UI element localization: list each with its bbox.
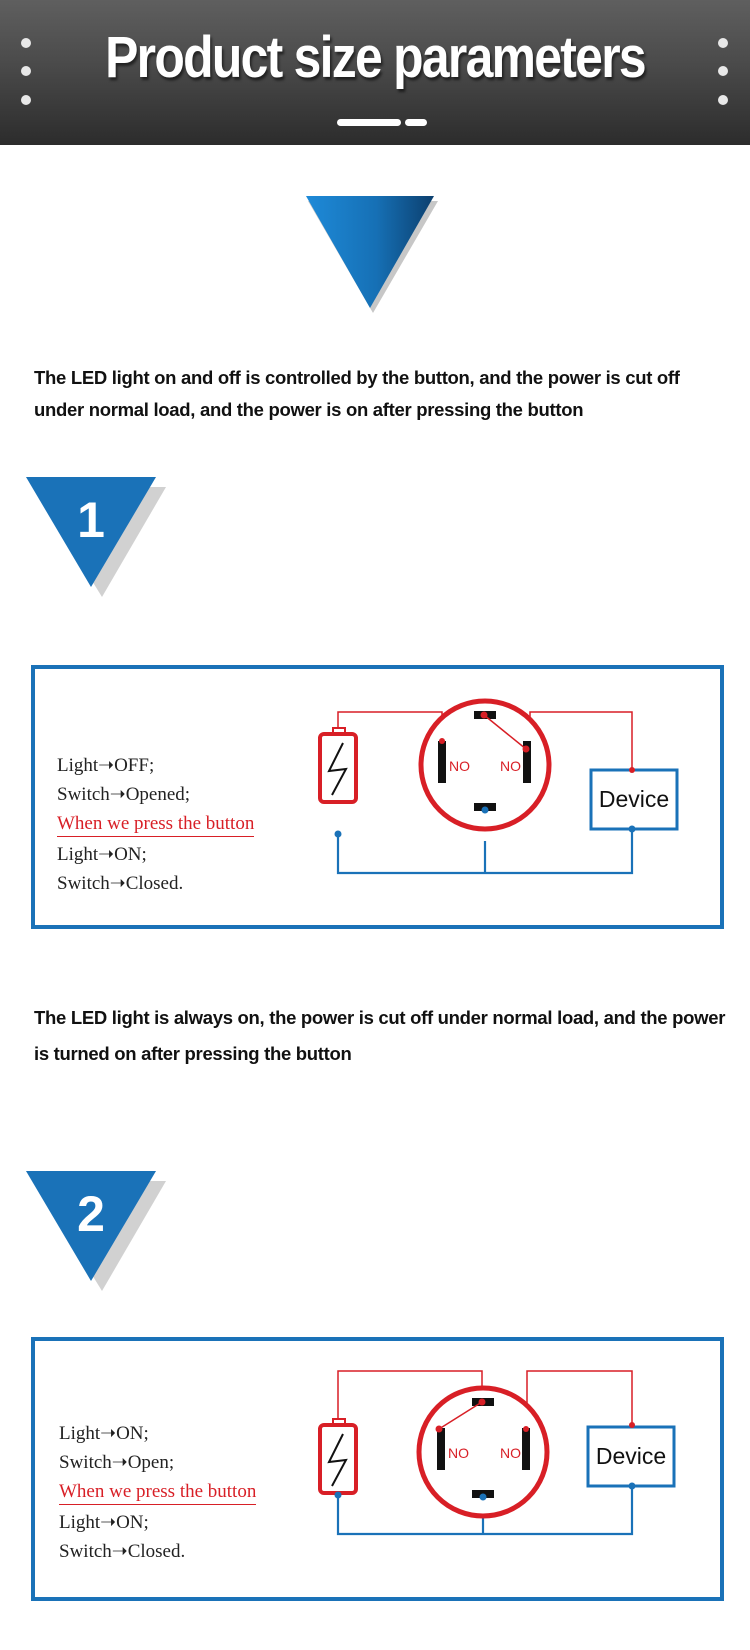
state-line: Switch➝Open;: [59, 1452, 175, 1473]
red-wire: [527, 1371, 632, 1428]
title-underline-short: [405, 119, 427, 126]
wire-node: [629, 767, 635, 773]
header-dot: [718, 95, 728, 105]
wire-node: [335, 1492, 342, 1499]
wiring-diagram-2: [31, 1337, 724, 1601]
state-line: Light➝ON;: [59, 1512, 149, 1533]
battery-lightning-icon: [320, 1425, 356, 1493]
state-line: Switch➝Closed.: [59, 1541, 186, 1562]
state-line: Light➝OFF;: [57, 755, 155, 776]
title-underline-long: [337, 119, 401, 126]
wire-node: [523, 1426, 529, 1432]
device-label: Device: [598, 786, 670, 812]
state-line: Light➝ON;: [59, 1423, 149, 1444]
wire-node: [482, 807, 489, 814]
contact-label-right: NO: [500, 758, 521, 774]
no-contact-left: [438, 741, 446, 783]
wire-node: [480, 1494, 487, 1501]
press-note: When we press the button: [59, 1480, 256, 1505]
step-1-number: 1: [77, 492, 105, 548]
step-2-badge: [24, 1167, 174, 1297]
section-2-description: The LED light is always on, the power is cut off under normal load, and the power is turned on after pressing the button: [34, 1007, 726, 1064]
down-arrow-icon: [300, 190, 440, 315]
no-contact-right: [522, 1428, 530, 1470]
wire-node: [335, 831, 342, 838]
circuit-schematic: [35, 669, 720, 925]
header-dot: [718, 66, 728, 76]
no-contact-left: [437, 1428, 445, 1470]
contact-label-right: NO: [500, 1445, 521, 1461]
circuit-schematic: [35, 1341, 720, 1597]
wire-node: [629, 1422, 635, 1428]
wire-node: [481, 712, 488, 719]
wire-node: [479, 1399, 486, 1406]
device-label: Device: [595, 1443, 667, 1469]
battery-lightning-icon: [320, 734, 356, 802]
page-title: Product size parameters: [105, 25, 645, 90]
wire-node: [439, 738, 445, 744]
state-line: Switch➝Opened;: [57, 784, 191, 805]
step-1-badge: [24, 473, 174, 603]
header-dot: [718, 38, 728, 48]
header-dot: [21, 95, 31, 105]
contact-label-left: NO: [449, 758, 470, 774]
contact-label-left: NO: [448, 1445, 469, 1461]
wire-node: [436, 1426, 443, 1433]
wiring-diagram-1: [31, 665, 724, 929]
header-dot: [21, 38, 31, 48]
state-line: Switch➝Closed.: [57, 873, 184, 894]
wire-node: [629, 1483, 636, 1490]
wire-node: [629, 826, 636, 833]
header-dot: [21, 66, 31, 76]
header-banner: [0, 0, 750, 145]
state-line: Light➝ON;: [57, 844, 147, 865]
step-2-number: 2: [77, 1186, 105, 1242]
wire-node: [523, 746, 530, 753]
section-1-description: The LED light on and off is controlled by the button, and the power is cut off under normal load, and the power is on after pressing the button: [34, 367, 680, 420]
press-note: When we press the button: [57, 812, 254, 837]
